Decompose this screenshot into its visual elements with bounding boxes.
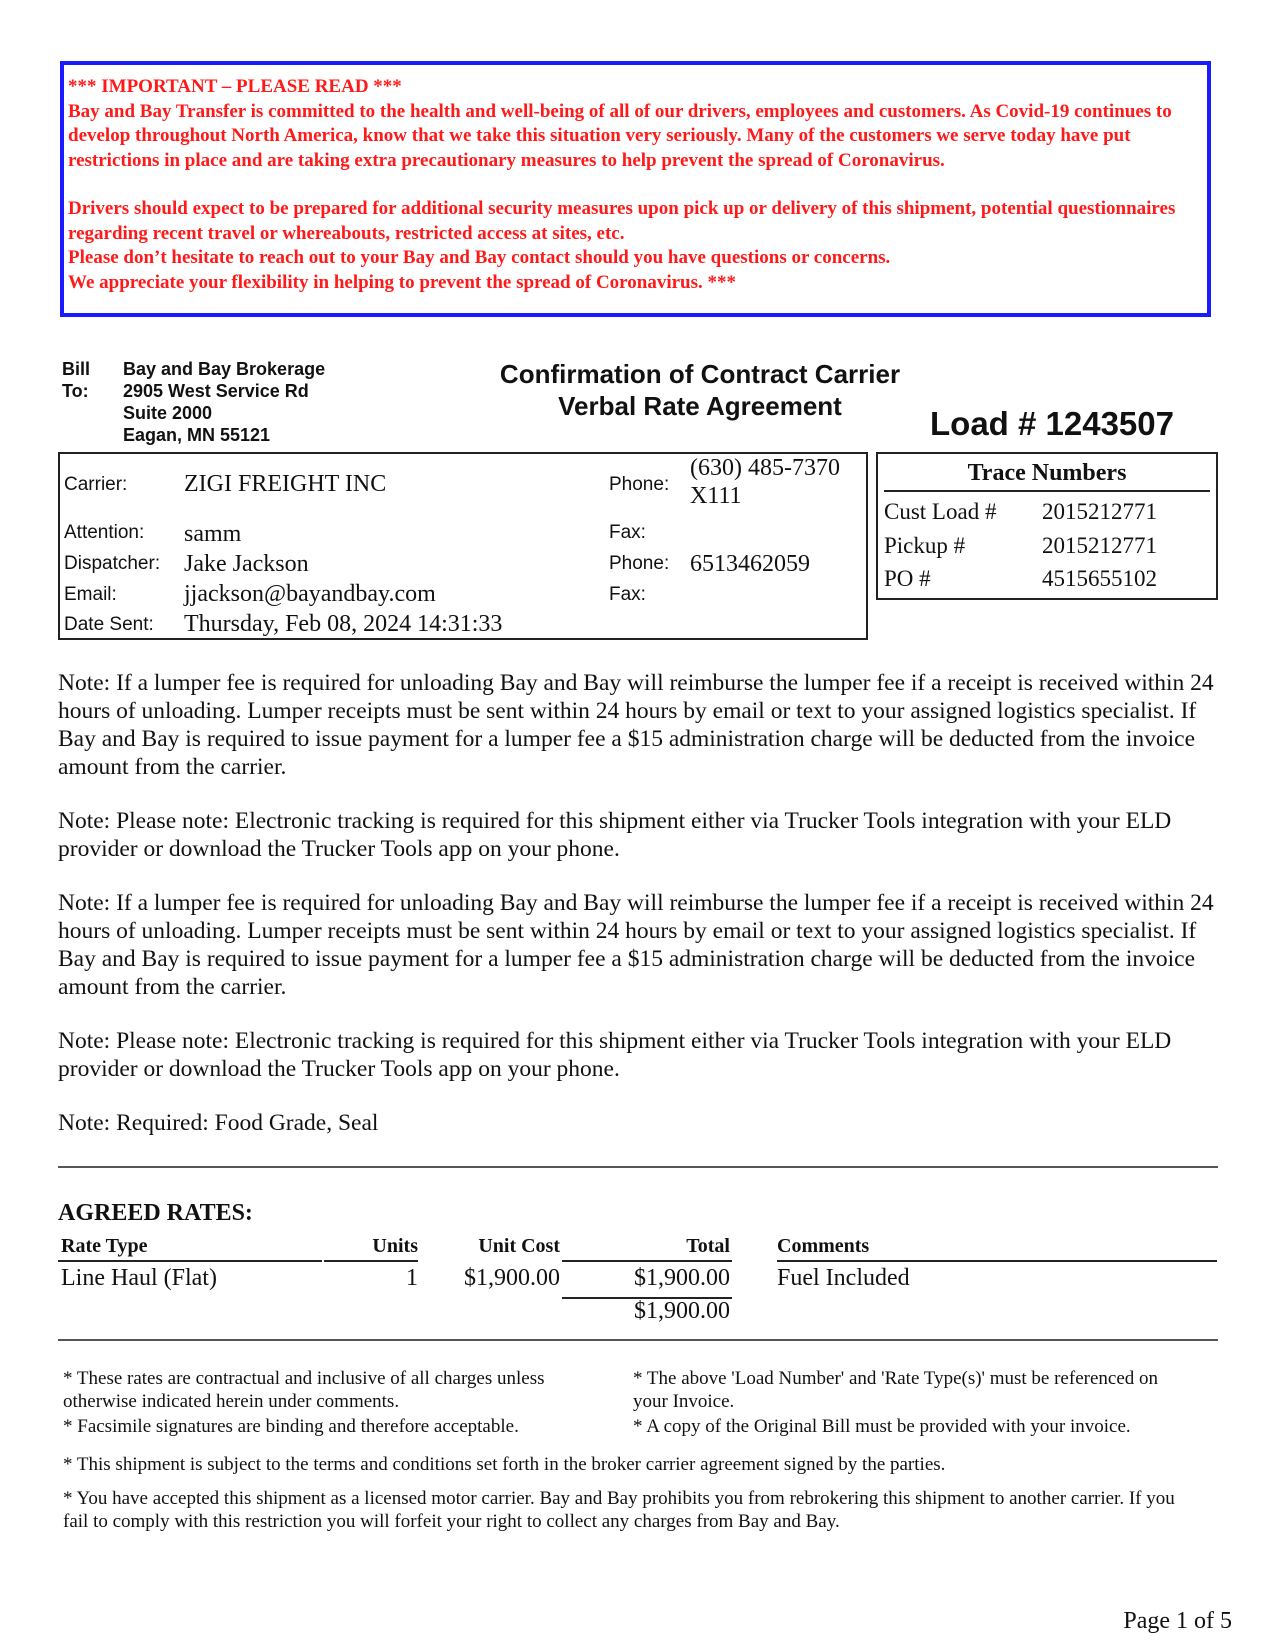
header-underline [324,1260,418,1262]
title-line-1: Confirmation of Contract Carrier [499,359,901,389]
section-divider [58,1339,1218,1341]
carrier-name: ZIGI FREIGHT INC [184,471,387,497]
comments-header: Comments [777,1235,870,1257]
date-sent-value: Thursday, Feb 08, 2024 14:31:33 [184,611,503,637]
units-value: 1 [406,1265,418,1291]
note-text: Note: If a lumper fee is required for unloading Bay and Bay will reimburse the lumper fee if a receipt is received within 24 hours of unloading. Lumper receipts must be sent within 24 hours by email or text to your assigned logistics specialist. If Bay and Bay is required to issue payment for a lumper fee a $15 administration charge will be deducted from the invoice amount from the carrier. [58,890,1214,1000]
trace-divider [884,490,1210,492]
bill-label: Bill [62,359,91,379]
trace-label: Pickup # [884,533,966,558]
rate-type-header: Rate Type [61,1235,148,1257]
bill-to-suite: Suite 2000 [123,403,213,423]
bill-to-city: Eagan, MN 55121 [123,425,271,445]
trace-value: 4515655102 [1042,566,1157,591]
email-label: Email: [64,584,117,605]
unit-cost-value: $1,900.00 [464,1265,560,1291]
bill-to-label [62,358,90,402]
trace-label: PO # [884,566,931,591]
phone-value [690,454,840,510]
trace-value: 2015212771 [1042,499,1157,524]
terms-text: * This shipment is subject to the terms and conditions set forth in the broker carrier agreement signed by the parties. [63,1454,946,1475]
dispatcher-phone-value: 6513462059 [690,551,810,577]
date-sent-label: Date Sent: [64,614,154,635]
carrier-info-box [58,452,868,640]
note-text: Note: Please note: Electronic tracking is required for this shipment either via Trucker Tools integration with your ELD provider or download the Trucker Tools app on your phone. [58,1028,1172,1082]
trace-value: 2015212771 [1042,533,1157,558]
total-value: $1,900.00 [634,1265,730,1291]
note-text: Note: If a lumper fee is required for unloading Bay and Bay will reimburse the lumper fee if a receipt is received within 24 hours of unloading. Lumper receipts must be sent within 24 hours by email or text to your assigned logistics specialist. If Bay and Bay is required to issue payment for a lumper fee a $15 administration charge will be deducted from the invoice amount from the carrier. [58,670,1214,780]
bill-to-name: Bay and Bay Brokerage [123,359,326,379]
terms-text: * Facsimile signatures are binding and therefore acceptable. [63,1416,519,1437]
note-text: Note: Required: Food Grade, Seal [58,1110,379,1136]
covid-notice-box [60,61,1211,317]
terms-text: * You have accepted this shipment as a licensed motor carrier. Bay and Bay prohibits you from rebrokering this shipment to another carrier. If you fail to comply with this restriction you will forfeit your right to collect any charges from Bay and Bay. [63,1488,1175,1532]
notice-paragraph: We appreciate your flexibility in helping to prevent the spread of Coronavirus. *** [68,271,737,293]
dispatcher-value: Jake Jackson [184,551,309,577]
note-text: Note: Please note: Electronic tracking is required for this shipment either via Trucker Tools integration with your ELD provider or download the Trucker Tools app on your phone. [58,808,1172,862]
notice-paragraph: Please don’t hesitate to reach out to your Bay and Bay contact should you have questions or concerns. [68,247,891,268]
phone-number: (630) 485-7370 [690,455,840,481]
dispatcher-fax-label: Fax: [609,584,646,605]
notice-paragraph: Bay and Bay Transfer is committed to the health and well-being of all of our drivers, employees and customers. As Covid-19 continues to develop throughout North America, know that we take this situation very seriously. Many of the customers we serve today have put restrictions in place and are taking extra precautionary measures to help prevent the spread of Coronavirus. [68,100,1172,171]
unit-cost-header: Unit Cost [478,1235,560,1257]
trace-numbers-box [876,452,1218,600]
bill-to-address [123,358,325,446]
fax-label: Fax: [609,522,646,543]
phone-extension: X111 [690,483,742,509]
grand-total: $1,900.00 [634,1298,730,1324]
agreed-rates-heading: AGREED RATES: [58,1200,253,1226]
header-underline [777,1260,1217,1262]
header-underline [58,1260,322,1262]
comments-value: Fuel Included [777,1265,910,1291]
dispatcher-label: Dispatcher: [64,553,161,574]
trace-label: Cust Load # [884,499,997,524]
section-divider [58,1166,1218,1168]
total-header: Total [686,1235,730,1257]
carrier-label: Carrier: [64,474,128,495]
terms-text: * A copy of the Original Bill must be provided with your invoice. [633,1416,1131,1437]
email-value: jjackson@bayandbay.com [184,581,436,607]
title-line-2: Verbal Rate Agreement [558,391,842,421]
notice-paragraph: Drivers should expect to be prepared for additional security measures upon pick up or delivery of this shipment, potential questionnaires regarding recent travel or whereabouts, restricted access at sites, etc. [68,198,1176,244]
page-number: Page 1 of 5 [1123,1608,1232,1634]
bill-to-street: 2905 West Service Rd [123,381,309,401]
notice-heading: *** IMPORTANT – PLEASE READ *** [68,76,402,97]
header-underline [562,1260,732,1262]
load-number: Load # 1243507 [930,405,1174,442]
terms-text: * These rates are contractual and inclusive of all charges unless otherwise indicated herein under comments. [63,1368,545,1412]
rate-type-value: Line Haul (Flat) [61,1265,217,1291]
dispatcher-phone-label: Phone: [609,553,670,574]
trace-numbers-title: Trace Numbers [967,460,1127,486]
units-header: Units [372,1235,418,1257]
attention-label: Attention: [64,522,145,543]
document-title [440,358,960,422]
to-label: To: [62,381,89,401]
terms-text: * The above 'Load Number' and 'Rate Type(s)' must be referenced on your Invoice. [633,1368,1159,1412]
phone-label: Phone: [609,474,670,495]
attention-value: samm [184,521,242,547]
